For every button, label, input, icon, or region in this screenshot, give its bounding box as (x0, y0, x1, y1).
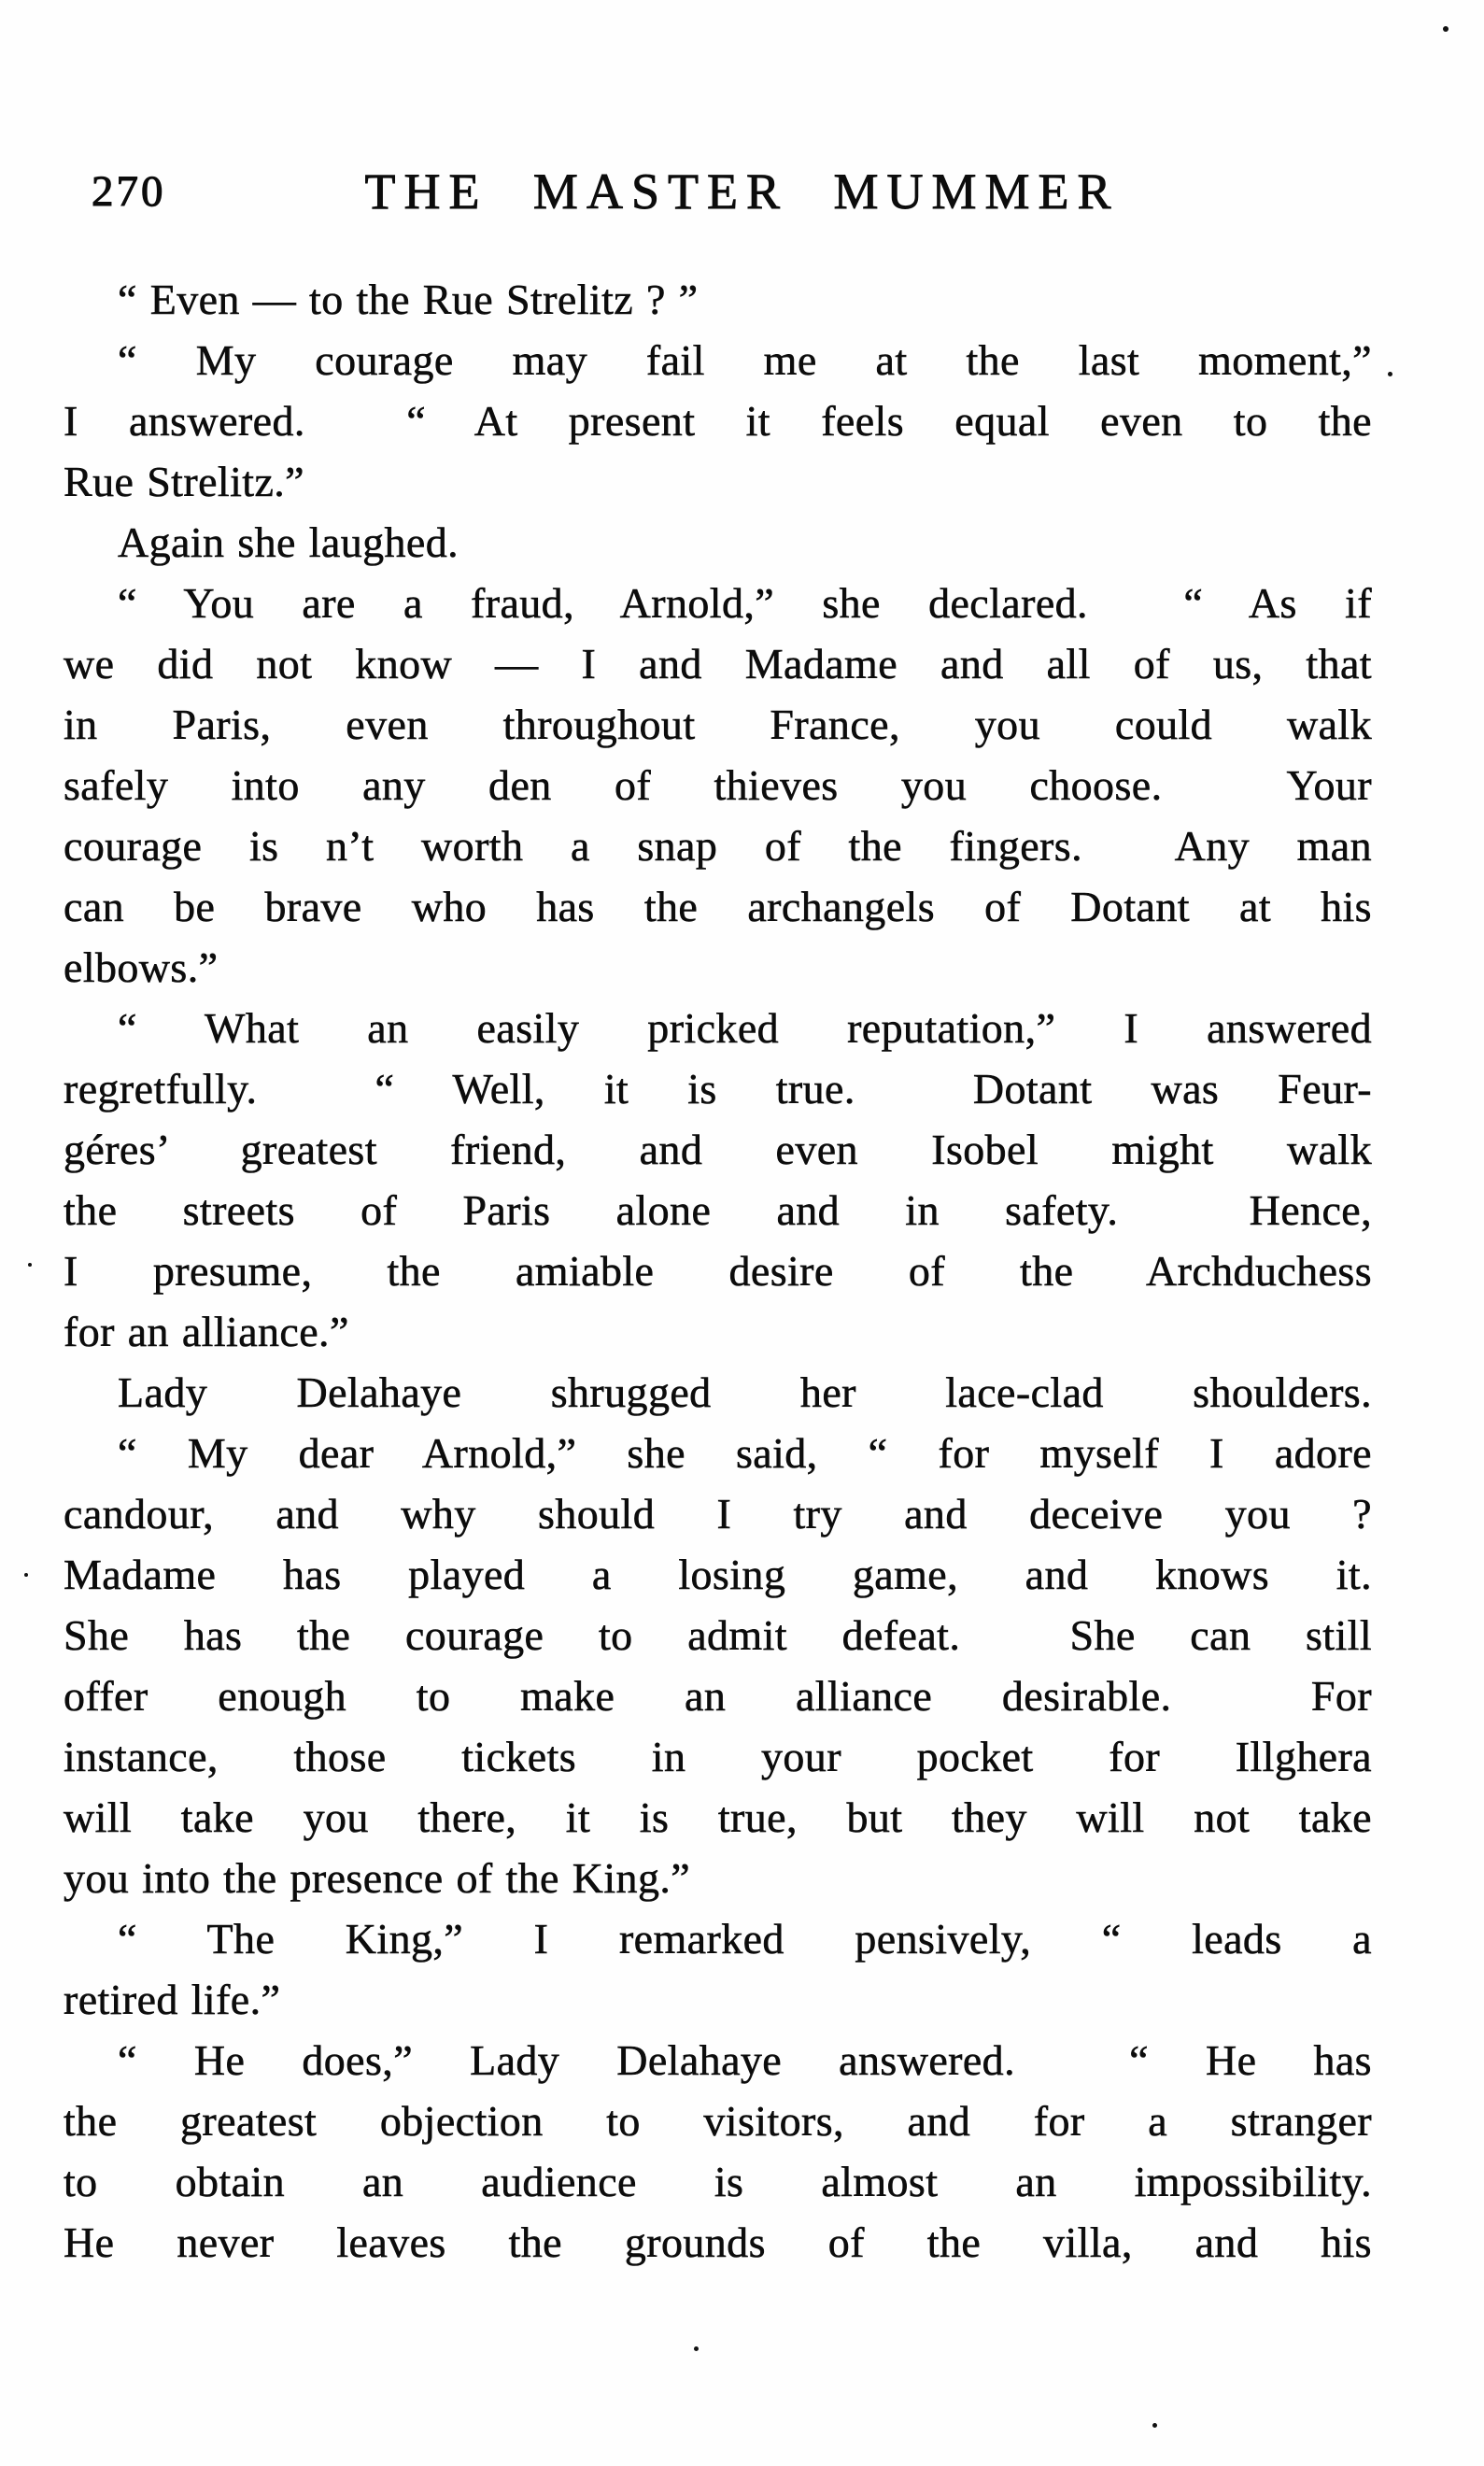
scan-speck (28, 1263, 32, 1267)
text-line: you into the presence of the King.” (64, 1854, 691, 1902)
text-line: “ What an easily pricked reputation,” I answered (118, 1004, 1372, 1052)
text-line: I answered. “ At present it feels equal even to the (64, 397, 1372, 445)
text-line: elbows.” (64, 943, 219, 991)
scan-speck (694, 2346, 699, 2351)
text-line: we did not know — I and Madame and all of us, that (64, 640, 1372, 687)
text-line: in Paris, even throughout France, you could walk (64, 701, 1372, 748)
text-line: candour, and why should I try and deceive you ? (64, 1490, 1372, 1538)
scan-speck (24, 1573, 28, 1577)
running-header-title: THE MASTER MUMMER (364, 163, 1120, 220)
text-line: “ My courage may fail me at the last moment,” (118, 336, 1372, 384)
text-line: to obtain an audience is almost an impossibility. (64, 2158, 1372, 2205)
text-line: Again she laughed. (118, 518, 459, 566)
text-line: “ You are a fraud, Arnold,” she declared. “ As if (118, 579, 1372, 627)
scan-speck (1443, 26, 1449, 32)
text-line: retired life.” (64, 1976, 281, 2023)
text-line: will take you there, it is true, but they will not take (64, 1793, 1372, 1841)
text-line: “ Even — to the Rue Strelitz ? ” (118, 276, 699, 323)
text-line: regretfully. “ Well, it is true. Dotant was Feur- (64, 1065, 1372, 1113)
text-line: I presume, the amiable desire of the Archduchess (64, 1247, 1372, 1295)
text-line: offer enough to make an alliance desirable. For (64, 1672, 1372, 1720)
text-line: Madame has played a losing game, and knows it. (64, 1551, 1372, 1598)
text-line: He never leaves the grounds of the villa, and his (64, 2218, 1372, 2266)
text-line: the streets of Paris alone and in safety. Hence, (64, 1186, 1372, 1234)
text-line: courage is n’t worth a snap of the fingers. Any man (64, 822, 1372, 870)
text-line: Rue Strelitz.” (64, 458, 304, 505)
text-line: “ The King,” I remarked pensively, “ leads a (118, 1915, 1372, 1963)
text-line: “ He does,” Lady Delahaye answered. “ He has (118, 2036, 1372, 2084)
page-body (64, 269, 1372, 2273)
scan-speck (1152, 2423, 1157, 2428)
page-number: 270 (92, 167, 166, 216)
text-line: géres’ greatest friend, and even Isobel might walk (64, 1126, 1372, 1173)
text-line: can be brave who has the archangels of Dotant at his (64, 883, 1372, 930)
text-line: “ My dear Arnold,” she said, “ for myself I adore (118, 1429, 1372, 1477)
text-line: the greatest objection to visitors, and for a stranger (64, 2097, 1372, 2145)
scan-speck (1388, 372, 1392, 376)
text-line: She has the courage to admit defeat. She can still (64, 1611, 1372, 1659)
text-line: Lady Delahaye shrugged her lace-clad shoulders. (118, 1368, 1372, 1416)
text-line: safely into any den of thieves you choose. Your (64, 761, 1372, 809)
text-line: for an alliance.” (64, 1308, 349, 1355)
text-line: instance, those tickets in your pocket for Illghera (64, 1733, 1372, 1780)
